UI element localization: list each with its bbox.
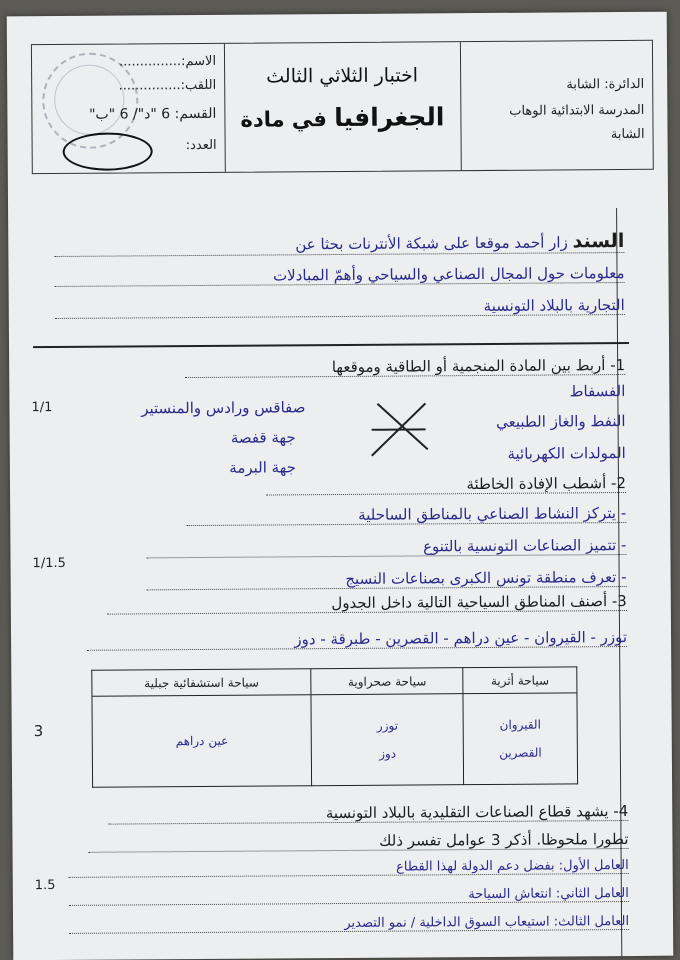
q2-score: 1/1.5: [32, 555, 66, 572]
q1-left-item-3: المولدات الكهربائية: [507, 444, 626, 463]
q2-line-2: - تتميز الصناعات التونسية بالتنوع: [146, 536, 626, 558]
question-4: [36, 802, 629, 956]
q4-answer-1: العامل الأول: بفضل دعم الدولة لهذا القطاع: [69, 858, 629, 878]
q1-right-item-2: جهة قفصة: [230, 428, 296, 447]
table-cell-mountain: عين دراهم: [92, 695, 312, 788]
q2-line-1: - يتركز النشاط الصناعي بالمناطق الساحلية: [186, 504, 626, 526]
document-line-2: معلومات حول المجال الصناعي والسياحي وأهمّ المبادلات: [54, 264, 624, 287]
q3-title: 3- أصنف المناطق السياحية التالية داخل الجدول: [107, 592, 627, 615]
table-header-archaeological: سياحة أثرية: [463, 667, 577, 694]
q3-score: 3: [33, 722, 44, 741]
q1-right-item-1: صفاقس ورادس والمنستير: [141, 398, 306, 418]
q1-right-item-3: جهة البرمة: [229, 458, 296, 477]
q1-left-item-2: النفط والغاز الطبيعي: [495, 412, 626, 431]
question-2: [34, 474, 627, 598]
school-town: الشابة: [610, 126, 645, 143]
document-label: السند: [572, 230, 625, 253]
district: الدائرة: الشابة: [566, 76, 645, 93]
school-name: المدرسة الابتدائية الوهاب: [509, 102, 645, 119]
exam-header: [31, 40, 654, 174]
q4-answer-3: العامل الثالث: استيعاب السوق الداخلية / نمو التصدير: [69, 914, 629, 934]
q2-title: 2- أشطب الإفادة الخاطئة: [266, 474, 626, 496]
exam-title-box: [224, 42, 462, 172]
surname-field: اللقب:...............: [118, 77, 217, 94]
exam-sheet: [7, 12, 674, 960]
section-divider: [33, 342, 629, 348]
q2-line-3: - تعرف منطقة تونس الكبرى بصناعات النسيج: [147, 568, 627, 590]
q3-items: توزر - القيروان - عين دراهم - القصرين - طبرقة - دوز: [87, 628, 627, 651]
subject-name: الجغرافيا: [334, 102, 445, 133]
question-3: [35, 592, 627, 666]
q4-line-2: تطورا ملحوظا. أذكر 3 عوامل تفسر ذلك: [88, 830, 628, 853]
table-header-desert: سياحة صحراوية: [311, 668, 463, 695]
class-field: القسم: 6 "د"/ 6 "ب": [89, 105, 217, 123]
question-1: [33, 352, 626, 476]
grade-field: العدد:: [185, 137, 217, 154]
document-section: [32, 224, 625, 338]
document-line-1: السند زار أحمد موقعا على شبكة الأنترنات بحثا عن: [54, 230, 624, 257]
exam-title: اختبار الثلاثي الثالث: [266, 64, 419, 88]
exam-subject: [224, 102, 460, 133]
table-cell-archaeological: القيروان القصرين: [463, 693, 577, 785]
subject-prefix: في مادة: [240, 107, 327, 132]
table-header-mountain: سياحة استشفائية جبلية: [92, 669, 312, 697]
name-field: الاسم:...............: [119, 53, 217, 70]
grade-oval: [63, 132, 153, 171]
q1-left-item-1: الفسفاط: [569, 382, 626, 401]
q1-title: 1- أربط بين المادة المنجمية أو الطاقية وموقعها: [185, 356, 625, 378]
student-info: [32, 44, 226, 173]
q4-title: 4- يشهد قطاع الصناعات التقليدية بالبلاد التونسية: [108, 802, 628, 825]
table-cell-desert: توزر دوز: [311, 694, 463, 786]
school-info: [460, 41, 653, 170]
q1-matching-lines: [363, 399, 433, 459]
tourism-table: [91, 666, 578, 787]
q4-score: 1.5: [34, 877, 56, 894]
q1-score: 1/1: [31, 400, 53, 416]
document-line-3: التجارية بالبلاد التونسية: [55, 296, 625, 319]
school-stamp-inner: [54, 64, 124, 134]
q4-answer-2: العامل الثاني: انتعاش السياحة: [69, 886, 629, 906]
